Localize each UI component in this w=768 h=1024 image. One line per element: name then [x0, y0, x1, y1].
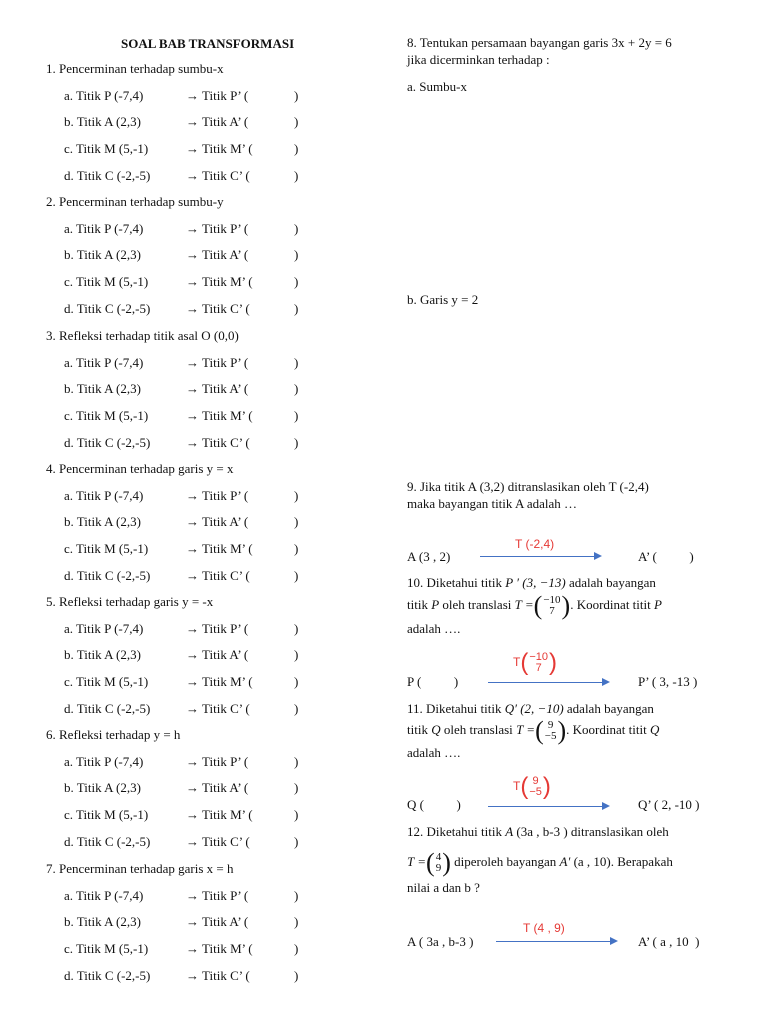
- q11-matrix-bottom: −5: [544, 730, 557, 742]
- item-2c-point: c. Titik M (5,-1): [64, 274, 149, 289]
- item-1d-point: d. Titik C (-2,-5): [64, 168, 151, 183]
- item-4d-image: → Titik C’ (: [186, 568, 250, 583]
- item-3a-image: → Titik P’ (: [186, 355, 249, 370]
- item-3b-close: ): [294, 381, 299, 396]
- item-4d-point: d. Titik C (-2,-5): [64, 568, 151, 583]
- item-7b-image: → Titik A’ (: [186, 914, 249, 929]
- q9-arrow-head: [594, 552, 602, 560]
- q8-part-a: a. Sumbu-x: [407, 79, 467, 94]
- item-4d-close: ): [294, 568, 299, 583]
- item-2b-point: b. Titik A (2,3): [64, 247, 141, 262]
- item-6c-point: c. Titik M (5,-1): [64, 807, 149, 822]
- q11-from: Q ( ): [407, 797, 461, 812]
- item-1d-close: ): [294, 168, 299, 183]
- item-4a-image: → Titik P’ (: [186, 488, 249, 503]
- item-6a-image: → Titik P’ (: [186, 754, 249, 769]
- item-3d-point: d. Titik C (-2,-5): [64, 435, 151, 450]
- item-4b-point: b. Titik A (2,3): [64, 514, 141, 529]
- section-heading-4: 4. Pencerminan terhadap garis y = x: [46, 461, 234, 476]
- item-7a-image: → Titik P’ (: [186, 888, 249, 903]
- item-5d-image: → Titik C’ (: [186, 701, 250, 716]
- q12-line1: [407, 824, 669, 840]
- section-heading-2: 2. Pencerminan terhadap sumbu-y: [46, 194, 224, 209]
- item-2d-close: ): [294, 301, 299, 316]
- q11-teq: T =: [516, 721, 536, 737]
- q11-label-matrix: ( 9 −5 ): [520, 773, 551, 800]
- item-4b-image: → Titik A’ (: [186, 514, 249, 529]
- q12-text-d: (a , 10). Berapakah: [570, 853, 673, 869]
- item-6c-image: → Titik M’ (: [186, 807, 253, 822]
- item-4c-close: ): [294, 541, 299, 556]
- q10-text-c: titik: [407, 596, 432, 612]
- q10-text-b: adalah bayangan: [565, 575, 656, 590]
- q11-var: Q: [431, 721, 441, 737]
- q10-label-t: T: [513, 655, 521, 670]
- q10-arrow-head: [602, 678, 610, 686]
- q11-arrow: [488, 806, 602, 807]
- q12-var: A: [505, 824, 514, 839]
- item-5b-image: → Titik A’ (: [186, 647, 249, 662]
- item-3d-image: → Titik C’ (: [186, 435, 250, 450]
- q8-part-b: b. Garis y = 2: [407, 292, 479, 307]
- q10-matrix-bottom: 7: [549, 605, 555, 617]
- item-7d-image: → Titik C’ (: [186, 968, 250, 983]
- q12-line2: [407, 850, 673, 876]
- item-7a-point: a. Titik P (-7,4): [64, 888, 144, 903]
- item-4c-image: → Titik M’ (: [186, 541, 253, 556]
- q12-arrow-head: [610, 937, 618, 945]
- q10-to: P’ ( 3, -13 ): [638, 674, 698, 689]
- q12-text-c: diperoleh bayangan: [450, 853, 560, 869]
- q10-line1: [407, 575, 656, 591]
- q10-line2: [407, 593, 662, 619]
- q11-text-c: titik: [407, 721, 432, 737]
- section-heading-6: 6. Refleksi terhadap y = h: [46, 727, 181, 742]
- q11-arrow-head: [602, 802, 610, 810]
- q11-matrix-top: 9: [547, 719, 554, 731]
- item-6c-close: ): [294, 807, 299, 822]
- q9-line1: 9. Jika titik A (3,2) ditranslasikan oleh T (-2,4): [407, 479, 649, 494]
- item-7b-close: ): [294, 914, 299, 929]
- item-6b-point: b. Titik A (2,3): [64, 780, 141, 795]
- item-7a-close: ): [294, 888, 299, 903]
- item-5a-close: ): [294, 621, 299, 636]
- q12-teq: T =: [407, 853, 427, 869]
- item-1a-image: → Titik P’ (: [186, 88, 249, 103]
- item-5b-point: b. Titik A (2,3): [64, 647, 141, 662]
- q9-arrow: [480, 556, 594, 557]
- q11-matrix: ( 9 −5 ): [535, 716, 567, 745]
- q10-label-top: −10: [529, 651, 549, 663]
- item-3a-close: ): [294, 355, 299, 370]
- section-heading-3: 3. Refleksi terhadap titik asal O (0,0): [46, 328, 239, 343]
- q10-label-bottom: 7: [535, 662, 542, 674]
- item-3d-close: ): [294, 435, 299, 450]
- q11-translation-label: [513, 775, 551, 799]
- page-title: SOAL BAB TRANSFORMASI: [121, 36, 295, 51]
- item-7d-point: d. Titik C (-2,-5): [64, 968, 151, 983]
- q10-from: P ( ): [407, 674, 459, 689]
- q11-label-top: 9: [532, 775, 539, 787]
- q8-line2: jika dicerminkan terhadap :: [407, 52, 550, 67]
- item-7b-point: b. Titik A (2,3): [64, 914, 141, 929]
- q11-to: Q’ ( 2, -10 ): [638, 797, 700, 812]
- item-5a-point: a. Titik P (-7,4): [64, 621, 144, 636]
- item-3b-image: → Titik A’ (: [186, 381, 249, 396]
- q11-label-t: T: [513, 779, 521, 794]
- item-2a-point: a. Titik P (-7,4): [64, 221, 144, 236]
- q10-point: P ′ (3, −13): [505, 575, 566, 590]
- q12-var2: A′: [559, 853, 571, 869]
- section-heading-7: 7. Pencerminan terhadap garis x = h: [46, 861, 234, 876]
- item-4b-close: ): [294, 514, 299, 529]
- q10-var: P: [431, 596, 440, 612]
- item-1a-point: a. Titik P (-7,4): [64, 88, 144, 103]
- item-4a-close: ): [294, 488, 299, 503]
- q12-matrix-bottom: 9: [435, 862, 442, 874]
- item-1b-point: b. Titik A (2,3): [64, 114, 141, 129]
- item-6d-close: ): [294, 834, 299, 849]
- item-7c-image: → Titik M’ (: [186, 941, 253, 956]
- q9-line2: maka bayangan titik A adalah …: [407, 496, 578, 511]
- item-6a-close: ): [294, 754, 299, 769]
- q12-arrow: [496, 941, 610, 942]
- item-4a-point: a. Titik P (-7,4): [64, 488, 144, 503]
- q11-line1: [407, 701, 654, 717]
- q10-label-matrix: ( −10 7 ): [520, 649, 558, 676]
- q10-matrix-top: −10: [543, 594, 561, 606]
- item-1a-close: ): [294, 88, 299, 103]
- q12-line3: nilai a dan b ?: [407, 880, 480, 895]
- q10-text-a: 10. Diketahui titik: [407, 575, 506, 590]
- item-7d-close: ): [294, 968, 299, 983]
- item-2c-image: → Titik M’ (: [186, 274, 253, 289]
- item-1d-image: → Titik C’ (: [186, 168, 250, 183]
- q11-line2: [407, 718, 659, 744]
- q12-matrix: ( 4 9 ): [426, 848, 451, 877]
- q11-var2: Q: [649, 721, 660, 737]
- q11-text-e: . Koordinat titit: [566, 721, 650, 737]
- item-5c-point: c. Titik M (5,-1): [64, 674, 149, 689]
- item-1b-close: ): [294, 114, 299, 129]
- item-7c-point: c. Titik M (5,-1): [64, 941, 149, 956]
- q10-teq: T =: [514, 596, 534, 612]
- q12-text-b: (3a , b-3 ) ditranslasikan oleh: [513, 824, 669, 839]
- q9-translation-label: T (-2,4): [515, 537, 555, 551]
- q10-text-e: . Koordinat titit: [570, 596, 654, 612]
- item-5a-image: → Titik P’ (: [186, 621, 249, 636]
- section-heading-1: 1. Pencerminan terhadap sumbu-x: [46, 61, 224, 76]
- q11-text-a: 11. Diketahui titik: [407, 701, 505, 716]
- q12-translation-label: T (4 , 9): [523, 921, 565, 935]
- item-2d-image: → Titik C’ (: [186, 301, 250, 316]
- item-1c-image: → Titik M’ (: [186, 141, 253, 156]
- item-1c-close: ): [294, 141, 299, 156]
- item-6d-point: d. Titik C (-2,-5): [64, 834, 151, 849]
- item-5d-point: d. Titik C (-2,-5): [64, 701, 151, 716]
- q11-label-bottom: −5: [529, 786, 542, 798]
- item-1c-point: c. Titik M (5,-1): [64, 141, 149, 156]
- q10-matrix: ( −10 7 ): [533, 591, 571, 620]
- item-2a-close: ): [294, 221, 299, 236]
- item-2b-close: ): [294, 247, 299, 262]
- q10-translation-label: [513, 651, 557, 675]
- q12-to: A’ ( a , 10 ): [638, 934, 700, 949]
- item-1b-image: → Titik A’ (: [186, 114, 249, 129]
- item-2a-image: → Titik P’ (: [186, 221, 249, 236]
- item-3c-image: → Titik M’ (: [186, 408, 253, 423]
- item-6b-close: ): [294, 780, 299, 795]
- q8-line1: 8. Tentukan persamaan bayangan garis 3x + 2y = 6: [407, 35, 672, 50]
- item-2b-image: → Titik A’ (: [186, 247, 249, 262]
- q10-arrow: [488, 682, 602, 683]
- item-5b-close: ): [294, 647, 299, 662]
- q11-text-b: adalah bayangan: [563, 701, 654, 716]
- item-7c-close: ): [294, 941, 299, 956]
- item-3b-point: b. Titik A (2,3): [64, 381, 141, 396]
- q12-text-a: 12. Diketahui titik: [407, 824, 506, 839]
- item-5c-image: → Titik M’ (: [186, 674, 253, 689]
- q11-point: Q′ (2, −10): [504, 701, 564, 716]
- item-2c-close: ): [294, 274, 299, 289]
- q9-to: A’ ( ): [638, 549, 694, 564]
- item-6a-point: a. Titik P (-7,4): [64, 754, 144, 769]
- item-2d-point: d. Titik C (-2,-5): [64, 301, 151, 316]
- q12-from: A ( 3a , b-3 ): [407, 934, 474, 949]
- item-3c-point: c. Titik M (5,-1): [64, 408, 149, 423]
- q11-line3: adalah ….: [407, 745, 461, 760]
- item-6d-image: → Titik C’ (: [186, 834, 250, 849]
- section-heading-5: 5. Refleksi terhadap garis y = -x: [46, 594, 214, 609]
- q11-text-d: oleh translasi: [440, 721, 517, 737]
- q10-line3: adalah ….: [407, 621, 461, 636]
- item-5c-close: ): [294, 674, 299, 689]
- q10-var2: P: [654, 596, 662, 612]
- item-5d-close: ): [294, 701, 299, 716]
- item-4c-point: c. Titik M (5,-1): [64, 541, 149, 556]
- q12-matrix-top: 4: [435, 851, 442, 863]
- item-3a-point: a. Titik P (-7,4): [64, 355, 144, 370]
- q9-from: A (3 , 2): [407, 549, 451, 564]
- item-6b-image: → Titik A’ (: [186, 780, 249, 795]
- item-3c-close: ): [294, 408, 299, 423]
- q10-text-d: oleh translasi: [439, 596, 515, 612]
